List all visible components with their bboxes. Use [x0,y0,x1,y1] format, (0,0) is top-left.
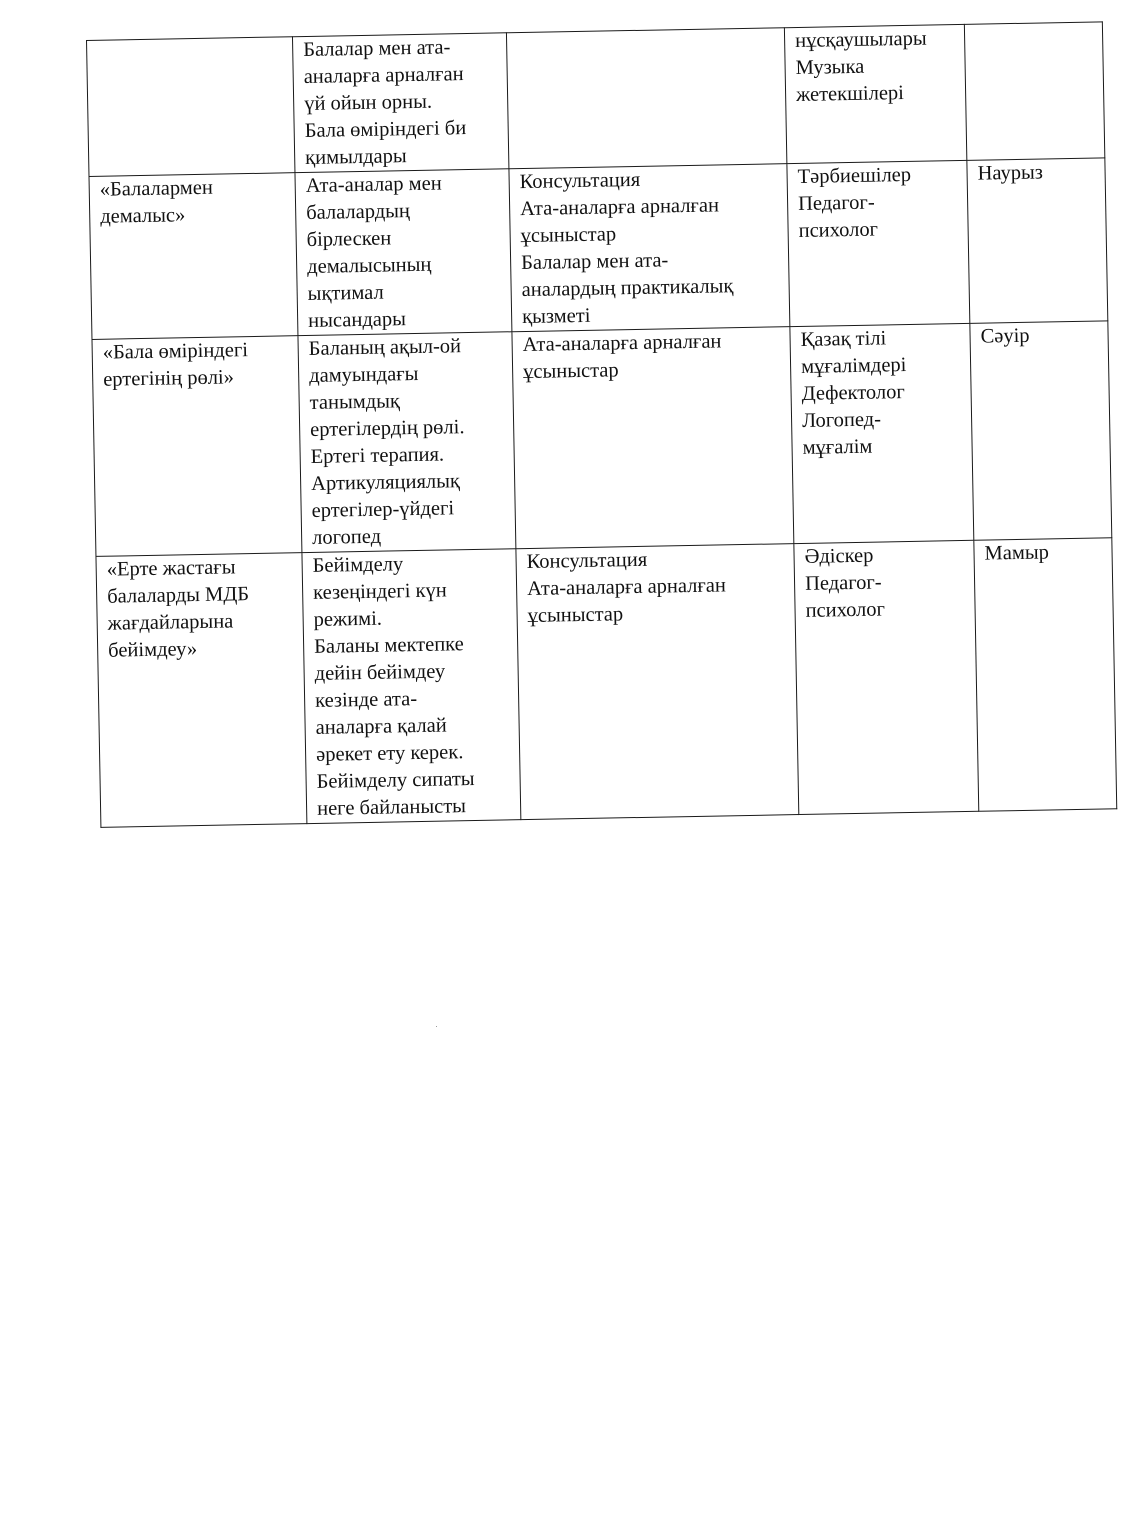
topic-cell [89,173,298,340]
text-line: ұсыныстар [520,223,617,248]
text-line: әрекет ету керек. [315,741,464,766]
text-line: Тәрбиешілер [797,163,912,188]
scan-speck [436,1026,437,1027]
text-line: психолог [798,218,879,242]
form-cell [509,164,790,332]
text-line: Ертегі терапия. [310,443,445,468]
table-row [87,22,1105,177]
month-label: Мамыр [984,541,1050,565]
text-line: Бала өміріндегі би [304,117,467,143]
text-line: Музыка [795,55,865,79]
responsible-cell [787,160,970,326]
topic-cell [92,336,302,557]
text-line: Ата-аналарға арналған [526,574,727,601]
table-row [96,538,1117,828]
text-line: ертегінің рөлі» [103,366,235,391]
text-line: мұғалім [802,435,873,459]
responsible-cell [790,323,974,543]
text-line: жетекшілері [795,82,905,106]
text-line: Артикуляциялық [310,470,461,495]
content-cell [292,33,508,173]
month-cell [964,22,1104,161]
text-line: ұсыныстар [522,359,619,384]
month-label: Сәуір [980,324,1030,348]
form-cell [512,327,794,549]
month-cell [967,158,1108,324]
text-line: Баланы мектепке [313,633,464,658]
text-line: Әдіскер [804,544,874,568]
text-line: балалардың [306,200,411,224]
text-line: қимылдары [304,145,407,170]
text-line: «Бала өміріндегі [102,339,249,364]
table-row [89,158,1108,340]
text-line: Бейімделу сипаты [316,768,475,793]
text-line: психолог [805,598,886,622]
topic-cell [96,553,307,828]
text-line: Педагог- [797,191,875,215]
text-line: нысандары [307,308,407,332]
form-cell [506,28,786,169]
text-line: аналарға қалай [315,714,447,739]
text-line: Балалар мен ата- [520,249,669,275]
table-row [92,321,1112,557]
text-line: аналарға арналған [303,63,464,89]
text-line: демалысының [306,253,432,278]
month-cell [970,321,1112,540]
text-line: үй ойын орны. [304,90,433,116]
content-cell [298,332,516,553]
text-line: демалыс» [100,204,186,228]
text-line: Ата-аналар мен [305,172,442,197]
text-line: Қазақ тілі [800,327,887,351]
text-line: бейімдеу» [107,638,198,662]
text-line: жағдайларына [107,610,234,635]
text-line: бірлескен [306,227,392,251]
text-line: мұғалімдері [800,354,907,378]
text-line: танымдық [309,390,401,414]
text-line: ертегілердің рөлі. [309,416,465,441]
text-line: логопед [311,525,382,549]
text-line: Консультация [526,548,648,574]
text-line: ертегілер-үйдегі [311,497,455,522]
text-line: дейін бейімдеу [314,660,446,685]
text-line: Педагог- [804,571,882,595]
text-line: режимі. [313,607,383,631]
text-line: Логопед- [801,408,882,432]
text-line: неге байланысты [316,795,467,820]
text-line: Дефектолог [801,381,906,405]
text-line: Бейімделу [312,553,404,577]
text-line: дамуындағы [308,362,419,387]
parent-work-plan-table [86,21,1117,828]
text-line: Ата-аналарға арналған [522,330,722,357]
content-cell [295,169,512,336]
text-line: Ата-аналарға арналған [519,194,720,221]
text-line: кезеңіндегі күн [312,579,447,604]
text-line: «Балалармен [99,176,214,201]
text-line: ұсыныстар [527,603,624,628]
month-cell [974,538,1117,811]
text-line: ықтимал [307,281,384,305]
document-sheet [86,21,1116,827]
text-line: Балалар мен ата- [303,36,451,62]
content-cell [302,549,521,824]
text-line: балаларды МДБ [107,583,250,608]
responsible-cell [784,24,966,163]
text-line: аналардың практикалық [521,275,734,302]
responsible-cell [794,540,979,814]
text-line: «Ерте жастағы [106,556,236,581]
text-line: нұсқаушылары [794,27,927,53]
text-line: кезінде ата- [314,688,418,712]
month-label: Наурыз [977,161,1044,185]
text-line: қызметі [521,304,591,329]
topic-cell [87,37,295,177]
form-cell [516,544,799,820]
text-line: Консультация [519,168,641,194]
text-line: Баланың ақыл-ой [308,335,462,360]
